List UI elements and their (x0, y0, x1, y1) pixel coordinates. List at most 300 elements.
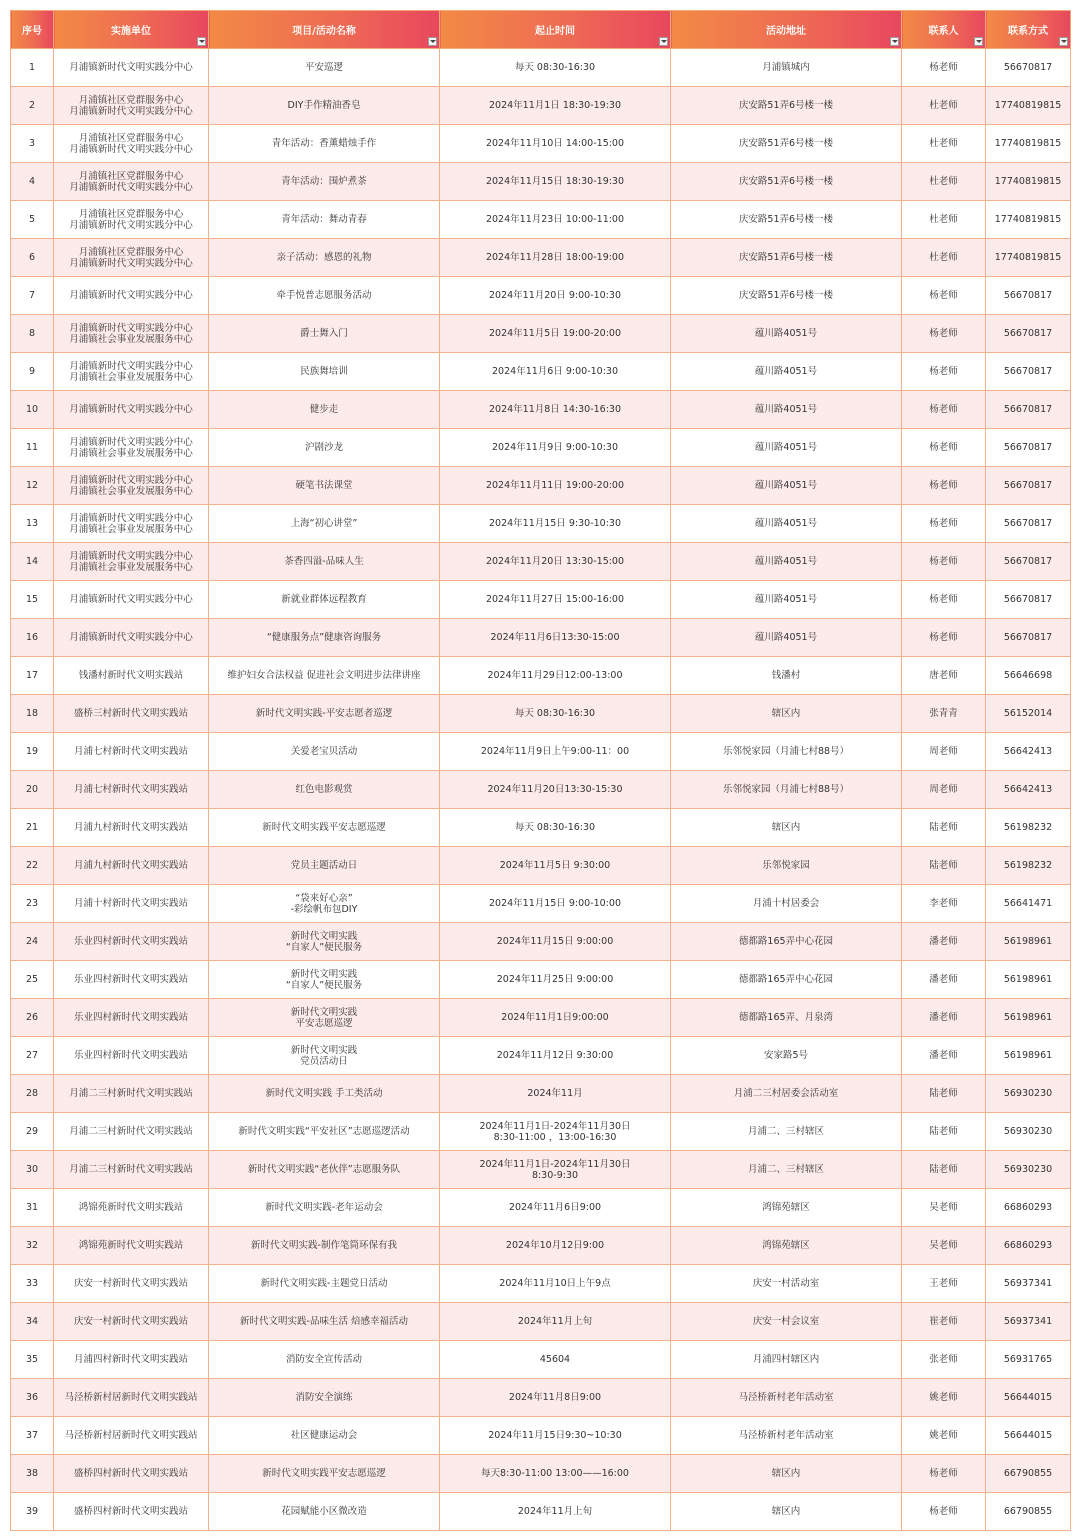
organizer-cell[interactable]: 月浦四村新时代文明实践站 (54, 1341, 209, 1379)
time-cell[interactable]: 2024年11月28日 18:00-19:00 (440, 239, 671, 277)
activity-name-cell[interactable]: 牵手悦普志愿服务活动 (209, 277, 440, 315)
address-cell[interactable]: 庆安一村会议室 (671, 1303, 902, 1341)
organizer-cell[interactable]: 盛桥四村新时代文明实践站 (54, 1455, 209, 1493)
phone-cell[interactable]: 56930230 (986, 1075, 1071, 1113)
time-cell[interactable]: 2024年11月1日 18:30-19:30 (440, 87, 671, 125)
activity-name-cell[interactable]: 社区健康运动会 (209, 1417, 440, 1455)
activity-name-cell[interactable]: 新时代文明实践 “自家人”便民服务 (209, 961, 440, 999)
row-index-cell[interactable]: 26 (11, 999, 54, 1037)
filter-dropdown-icon[interactable] (1059, 37, 1068, 46)
contact-person-cell[interactable]: 杨老师 (902, 581, 986, 619)
address-cell[interactable]: 德都路165弄中心花园 (671, 923, 902, 961)
address-cell[interactable]: 德都路165弄中心花园 (671, 961, 902, 999)
contact-person-cell[interactable]: 杨老师 (902, 353, 986, 391)
time-cell[interactable]: 2024年11月25日 9:00:00 (440, 961, 671, 999)
contact-person-cell[interactable]: 杜老师 (902, 125, 986, 163)
contact-person-cell[interactable]: 杜老师 (902, 163, 986, 201)
filter-dropdown-icon[interactable] (974, 37, 983, 46)
activity-name-cell[interactable]: 花园赋能小区微改造 (209, 1493, 440, 1531)
table-row (11, 695, 1071, 733)
table-row (11, 1455, 1071, 1493)
address-cell[interactable]: 庆安路51弄6号楼一楼 (671, 163, 902, 201)
address-cell[interactable]: 马泾桥新村老年活动室 (671, 1417, 902, 1455)
activity-name-cell[interactable]: 新时代文明实践平安志愿巡逻 (209, 809, 440, 847)
row-index-cell[interactable]: 31 (11, 1189, 54, 1227)
row-index-cell[interactable]: 28 (11, 1075, 54, 1113)
row-index-cell[interactable]: 33 (11, 1265, 54, 1303)
table-row (11, 201, 1071, 239)
organizer-cell[interactable]: 月浦镇新时代文明实践分中心 (54, 391, 209, 429)
activity-name-cell[interactable]: DIY手作精油香皂 (209, 87, 440, 125)
time-cell[interactable]: 2024年11月9日 9:00-10:30 (440, 429, 671, 467)
phone-cell[interactable]: 56644015 (986, 1379, 1071, 1417)
phone-cell[interactable]: 56670817 (986, 277, 1071, 315)
organizer-cell[interactable]: 月浦十村新时代文明实践站 (54, 885, 209, 923)
activity-name-cell[interactable]: 爵士舞入门 (209, 315, 440, 353)
organizer-cell[interactable]: 月浦镇新时代文明实践分中心 (54, 49, 209, 87)
row-index-cell[interactable]: 8 (11, 315, 54, 353)
phone-cell[interactable]: 56670817 (986, 315, 1071, 353)
row-index-cell[interactable]: 23 (11, 885, 54, 923)
time-cell[interactable]: 2024年11月15日9:30~10:30 (440, 1417, 671, 1455)
organizer-cell[interactable]: 乐业四村新时代文明实践站 (54, 923, 209, 961)
organizer-cell[interactable]: 盛桥四村新时代文明实践站 (54, 1493, 209, 1531)
activity-name-cell[interactable]: 新时代文明实践-品味生活 焙感幸福活动 (209, 1303, 440, 1341)
contact-person-cell[interactable]: 姚老师 (902, 1379, 986, 1417)
organizer-cell[interactable]: 月浦镇新时代文明实践分中心 (54, 581, 209, 619)
address-cell[interactable]: 庆安路51弄6号楼一楼 (671, 239, 902, 277)
row-index-cell[interactable]: 5 (11, 201, 54, 239)
phone-cell[interactable]: 66790855 (986, 1455, 1071, 1493)
phone-cell[interactable]: 17740819815 (986, 125, 1071, 163)
contact-person-cell[interactable]: 潘老师 (902, 923, 986, 961)
row-index-cell[interactable]: 14 (11, 543, 54, 581)
time-cell[interactable]: 2024年11月10日上午9点 (440, 1265, 671, 1303)
time-cell[interactable]: 2024年11月29日12:00-13:00 (440, 657, 671, 695)
contact-person-cell[interactable]: 张老师 (902, 1341, 986, 1379)
table-row (11, 1493, 1071, 1531)
activity-name-cell[interactable]: 新时代文明实践 “自家人”便民服务 (209, 923, 440, 961)
row-index-cell[interactable]: 4 (11, 163, 54, 201)
contact-person-cell[interactable]: 周老师 (902, 771, 986, 809)
contact-person-cell[interactable]: 杨老师 (902, 543, 986, 581)
row-index-cell[interactable]: 27 (11, 1037, 54, 1075)
table-row (11, 315, 1071, 353)
phone-cell[interactable]: 56198232 (986, 847, 1071, 885)
organizer-cell[interactable]: 月浦二三村新时代文明实践站 (54, 1075, 209, 1113)
activity-name-cell[interactable]: 青年活动：舞动青春 (209, 201, 440, 239)
address-cell[interactable]: 月浦镇城内 (671, 49, 902, 87)
organizer-cell[interactable]: 月浦镇新时代文明实践分中心 月浦镇社会事业发展服务中心 (54, 353, 209, 391)
phone-cell[interactable]: 56644015 (986, 1417, 1071, 1455)
time-cell[interactable]: 2024年11月27日 15:00-16:00 (440, 581, 671, 619)
address-cell[interactable]: 蕴川路4051号 (671, 429, 902, 467)
time-cell[interactable]: 2024年11月20日 13:30-15:00 (440, 543, 671, 581)
address-cell[interactable]: 乐邻悦家园（月浦七村88号） (671, 733, 902, 771)
time-cell[interactable]: 2024年11月5日 9:30:00 (440, 847, 671, 885)
organizer-cell[interactable]: 月浦镇新时代文明实践分中心 (54, 277, 209, 315)
row-index-cell[interactable]: 21 (11, 809, 54, 847)
row-index-cell[interactable]: 34 (11, 1303, 54, 1341)
contact-person-cell[interactable]: 杨老师 (902, 315, 986, 353)
organizer-cell[interactable]: 月浦镇社区党群服务中心 月浦镇新时代文明实践分中心 (54, 125, 209, 163)
table-row (11, 1379, 1071, 1417)
phone-cell[interactable]: 17740819815 (986, 87, 1071, 125)
organizer-cell[interactable]: 月浦镇新时代文明实践分中心 月浦镇社会事业发展服务中心 (54, 543, 209, 581)
row-index-cell[interactable]: 6 (11, 239, 54, 277)
table-row (11, 1113, 1071, 1151)
time-cell[interactable]: 2024年11月6日 9:00-10:30 (440, 353, 671, 391)
address-cell[interactable]: 辖区内 (671, 695, 902, 733)
address-cell[interactable]: 德都路165弄、月泉湾 (671, 999, 902, 1037)
row-index-cell[interactable]: 18 (11, 695, 54, 733)
organizer-cell[interactable]: 月浦镇新时代文明实践分中心 (54, 619, 209, 657)
phone-cell[interactable]: 17740819815 (986, 201, 1071, 239)
row-index-cell[interactable]: 19 (11, 733, 54, 771)
organizer-cell[interactable]: 马泾桥新村居新时代文明实践站 (54, 1417, 209, 1455)
activity-name-cell[interactable]: 关爱老宝贝活动 (209, 733, 440, 771)
table-row (11, 847, 1071, 885)
phone-cell[interactable]: 56670817 (986, 505, 1071, 543)
phone-cell[interactable]: 56198961 (986, 923, 1071, 961)
organizer-cell[interactable]: 钱潘村新时代文明实践站 (54, 657, 209, 695)
time-cell[interactable]: 2024年11月11日 19:00-20:00 (440, 467, 671, 505)
address-cell[interactable]: 鸿锦苑辖区 (671, 1189, 902, 1227)
row-index-cell[interactable]: 7 (11, 277, 54, 315)
phone-cell[interactable]: 66860293 (986, 1189, 1071, 1227)
time-cell[interactable]: 2024年11月9日上午9:00-11：00 (440, 733, 671, 771)
time-cell[interactable]: 2024年11月15日 9:00-10:00 (440, 885, 671, 923)
table-row (11, 1075, 1071, 1113)
phone-cell[interactable]: 56670817 (986, 467, 1071, 505)
contact-person-cell[interactable]: 崔老师 (902, 1303, 986, 1341)
activity-name-cell[interactable]: “袋来好心亲” -彩绘帆布包DIY (209, 885, 440, 923)
table-row (11, 657, 1071, 695)
organizer-cell[interactable]: 乐业四村新时代文明实践站 (54, 961, 209, 999)
activity-name-cell[interactable]: 青年活动：香薰蜡烛手作 (209, 125, 440, 163)
contact-person-cell[interactable]: 杜老师 (902, 87, 986, 125)
row-index-cell[interactable]: 35 (11, 1341, 54, 1379)
organizer-cell[interactable]: 月浦镇社区党群服务中心 月浦镇新时代文明实践分中心 (54, 163, 209, 201)
address-cell[interactable]: 庆安路51弄6号楼一楼 (671, 125, 902, 163)
contact-person-cell[interactable]: 张青青 (902, 695, 986, 733)
table-row (11, 1227, 1071, 1265)
organizer-cell[interactable]: 鸿锦苑新时代文明实践站 (54, 1189, 209, 1227)
address-cell[interactable]: 蕴川路4051号 (671, 619, 902, 657)
activity-name-cell[interactable]: 维护妇女合法权益 促进社会文明进步法律讲座 (209, 657, 440, 695)
row-index-cell[interactable]: 38 (11, 1455, 54, 1493)
phone-cell[interactable]: 56670817 (986, 49, 1071, 87)
organizer-cell[interactable]: 月浦镇社区党群服务中心 月浦镇新时代文明实践分中心 (54, 201, 209, 239)
organizer-cell[interactable]: 马泾桥新村居新时代文明实践站 (54, 1379, 209, 1417)
address-cell[interactable]: 蕴川路4051号 (671, 467, 902, 505)
row-index-cell[interactable]: 39 (11, 1493, 54, 1531)
time-cell[interactable]: 2024年11月5日 19:00-20:00 (440, 315, 671, 353)
row-index-cell[interactable]: 12 (11, 467, 54, 505)
time-cell[interactable]: 每天 08:30-16:30 (440, 49, 671, 87)
organizer-cell[interactable]: 月浦镇新时代文明实践分中心 月浦镇社会事业发展服务中心 (54, 467, 209, 505)
activity-name-cell[interactable]: 新时代文明实践平安志愿巡逻 (209, 1455, 440, 1493)
time-cell[interactable]: 2024年11月23日 10:00-11:00 (440, 201, 671, 239)
address-cell[interactable]: 月浦二、三村辖区 (671, 1151, 902, 1189)
activity-name-cell[interactable]: 青年活动：围炉煮茶 (209, 163, 440, 201)
contact-person-cell[interactable]: 潘老师 (902, 961, 986, 999)
contact-person-cell[interactable]: 周老师 (902, 733, 986, 771)
organizer-cell[interactable]: 月浦七村新时代文明实践站 (54, 771, 209, 809)
address-cell[interactable]: 庆安路51弄6号楼一楼 (671, 201, 902, 239)
address-cell[interactable]: 辖区内 (671, 1493, 902, 1531)
row-index-cell[interactable]: 10 (11, 391, 54, 429)
phone-cell[interactable]: 56670817 (986, 391, 1071, 429)
time-cell[interactable]: 2024年11月20日13:30-15:30 (440, 771, 671, 809)
address-cell[interactable]: 乐邻悦家园 (671, 847, 902, 885)
time-cell[interactable]: 45604 (440, 1341, 671, 1379)
address-cell[interactable]: 蕴川路4051号 (671, 505, 902, 543)
column-header-contact-person: 联系人 (902, 11, 986, 49)
address-cell[interactable]: 辖区内 (671, 809, 902, 847)
time-cell[interactable]: 2024年11月上旬 (440, 1493, 671, 1531)
header-row (11, 11, 1071, 49)
address-cell[interactable]: 庆安路51弄6号楼一楼 (671, 277, 902, 315)
activity-name-cell[interactable]: 新时代文明实践 手工类活动 (209, 1075, 440, 1113)
time-cell[interactable]: 2024年11月15日 9:00:00 (440, 923, 671, 961)
contact-person-cell[interactable]: 吴老师 (902, 1227, 986, 1265)
time-cell[interactable]: 2024年11月15日 9:30-10:30 (440, 505, 671, 543)
time-cell[interactable]: 每天 08:30-16:30 (440, 809, 671, 847)
address-cell[interactable]: 月浦二三村居委会活动室 (671, 1075, 902, 1113)
time-cell[interactable]: 2024年11月6日9:00 (440, 1189, 671, 1227)
time-cell[interactable]: 2024年11月15日 18:30-19:30 (440, 163, 671, 201)
contact-person-cell[interactable]: 杨老师 (902, 1493, 986, 1531)
address-cell[interactable]: 月浦十村居委会 (671, 885, 902, 923)
row-index-cell[interactable]: 32 (11, 1227, 54, 1265)
phone-cell[interactable]: 56198961 (986, 961, 1071, 999)
address-cell[interactable]: 钱潘村 (671, 657, 902, 695)
address-cell[interactable]: 乐邻悦家园（月浦七村88号） (671, 771, 902, 809)
filter-dropdown-icon[interactable] (659, 37, 668, 46)
contact-person-cell[interactable]: 杜老师 (902, 239, 986, 277)
time-cell[interactable]: 2024年11月1日9:00:00 (440, 999, 671, 1037)
filter-dropdown-icon[interactable] (890, 37, 899, 46)
contact-person-cell[interactable]: 陆老师 (902, 1075, 986, 1113)
table-row (11, 1189, 1071, 1227)
phone-cell[interactable]: 56642413 (986, 771, 1071, 809)
address-cell[interactable]: 鸿锦苑辖区 (671, 1227, 902, 1265)
address-cell[interactable]: 马泾桥新村老年活动室 (671, 1379, 902, 1417)
contact-person-cell[interactable]: 杨老师 (902, 277, 986, 315)
organizer-cell[interactable]: 盛桥三村新时代文明实践站 (54, 695, 209, 733)
row-index-cell[interactable]: 24 (11, 923, 54, 961)
organizer-cell[interactable]: 月浦镇社区党群服务中心 月浦镇新时代文明实践分中心 (54, 239, 209, 277)
table-row (11, 923, 1071, 961)
organizer-cell[interactable]: 乐业四村新时代文明实践站 (54, 999, 209, 1037)
phone-cell[interactable]: 56198961 (986, 1037, 1071, 1075)
row-index-cell[interactable]: 13 (11, 505, 54, 543)
organizer-cell[interactable]: 月浦九村新时代文明实践站 (54, 847, 209, 885)
row-index-cell[interactable]: 9 (11, 353, 54, 391)
organizer-cell[interactable]: 鸿锦苑新时代文明实践站 (54, 1227, 209, 1265)
phone-cell[interactable]: 56931765 (986, 1341, 1071, 1379)
organizer-cell[interactable]: 月浦二三村新时代文明实践站 (54, 1113, 209, 1151)
time-cell[interactable]: 2024年11月1日-2024年11月30日 8:30-9:30 (440, 1151, 671, 1189)
activity-name-cell[interactable]: 沪剧沙龙 (209, 429, 440, 467)
organizer-cell[interactable]: 庆安一村新时代文明实践站 (54, 1265, 209, 1303)
contact-person-cell[interactable]: 杜老师 (902, 201, 986, 239)
address-cell[interactable]: 蕴川路4051号 (671, 353, 902, 391)
contact-person-cell[interactable]: 潘老师 (902, 999, 986, 1037)
row-index-cell[interactable]: 2 (11, 87, 54, 125)
time-cell[interactable]: 2024年11月10日 14:00-15:00 (440, 125, 671, 163)
time-cell[interactable]: 2024年11月6日13:30-15:00 (440, 619, 671, 657)
activity-name-cell[interactable]: 新时代文明实践“老伙伴”志愿服务队 (209, 1151, 440, 1189)
contact-person-cell[interactable]: 姚老师 (902, 1417, 986, 1455)
phone-cell[interactable]: 56670817 (986, 619, 1071, 657)
contact-person-cell[interactable]: 王老师 (902, 1265, 986, 1303)
organizer-cell[interactable]: 月浦七村新时代文明实践站 (54, 733, 209, 771)
activity-name-cell[interactable]: 民族舞培训 (209, 353, 440, 391)
phone-cell[interactable]: 56937341 (986, 1265, 1071, 1303)
contact-person-cell[interactable]: 吴老师 (902, 1189, 986, 1227)
contact-person-cell[interactable]: 李老师 (902, 885, 986, 923)
organizer-cell[interactable]: 月浦镇新时代文明实践分中心 月浦镇社会事业发展服务中心 (54, 315, 209, 353)
time-cell[interactable]: 2024年10月12日9:00 (440, 1227, 671, 1265)
phone-cell[interactable]: 56930230 (986, 1113, 1071, 1151)
organizer-cell[interactable]: 月浦镇社区党群服务中心 月浦镇新时代文明实践分中心 (54, 87, 209, 125)
activity-name-cell[interactable]: 硬笔书法课堂 (209, 467, 440, 505)
activity-name-cell[interactable]: 党员主题活动日 (209, 847, 440, 885)
contact-person-cell[interactable]: 杨老师 (902, 429, 986, 467)
filter-dropdown-icon[interactable] (428, 37, 437, 46)
organizer-cell[interactable]: 乐业四村新时代文明实践站 (54, 1037, 209, 1075)
activity-name-cell[interactable]: 上海“初心讲堂” (209, 505, 440, 543)
phone-cell[interactable]: 66790855 (986, 1493, 1071, 1531)
table-row (11, 429, 1071, 467)
activity-name-cell[interactable]: 新时代文明实践 平安志愿巡逻 (209, 999, 440, 1037)
time-cell[interactable]: 2024年11月20日 9:00-10:30 (440, 277, 671, 315)
address-cell[interactable]: 庆安一村活动室 (671, 1265, 902, 1303)
activity-name-cell[interactable]: 茶香四溢-品味人生 (209, 543, 440, 581)
table-header (11, 11, 1071, 49)
phone-cell[interactable]: 56670817 (986, 353, 1071, 391)
time-cell[interactable]: 2024年11月8日9:00 (440, 1379, 671, 1417)
time-cell[interactable]: 2024年11月上旬 (440, 1303, 671, 1341)
organizer-cell[interactable]: 月浦镇新时代文明实践分中心 月浦镇社会事业发展服务中心 (54, 505, 209, 543)
contact-person-cell[interactable]: 唐老师 (902, 657, 986, 695)
address-cell[interactable]: 蕴川路4051号 (671, 543, 902, 581)
time-cell[interactable]: 2024年11月8日 14:30-16:30 (440, 391, 671, 429)
phone-cell[interactable]: 56670817 (986, 581, 1071, 619)
phone-cell[interactable]: 66860293 (986, 1227, 1071, 1265)
phone-cell[interactable]: 56646698 (986, 657, 1071, 695)
contact-person-cell[interactable]: 杨老师 (902, 505, 986, 543)
activity-name-cell[interactable]: 亲子活动：感恩的礼物 (209, 239, 440, 277)
activity-name-cell[interactable]: 健步走 (209, 391, 440, 429)
organizer-cell[interactable]: 月浦镇新时代文明实践分中心 月浦镇社会事业发展服务中心 (54, 429, 209, 467)
time-cell[interactable]: 2024年11月 (440, 1075, 671, 1113)
phone-cell[interactable]: 56198232 (986, 809, 1071, 847)
phone-cell[interactable]: 56641471 (986, 885, 1071, 923)
address-cell[interactable]: 庆安路51弄6号楼一楼 (671, 87, 902, 125)
table-row (11, 1151, 1071, 1189)
address-cell[interactable]: 蕴川路4051号 (671, 581, 902, 619)
row-index-cell[interactable]: 15 (11, 581, 54, 619)
phone-cell[interactable]: 17740819815 (986, 163, 1071, 201)
row-index-cell[interactable]: 36 (11, 1379, 54, 1417)
row-index-cell[interactable]: 37 (11, 1417, 54, 1455)
contact-person-cell[interactable]: 陆老师 (902, 847, 986, 885)
time-cell[interactable]: 每天8:30-11:00 13:00——16:00 (440, 1455, 671, 1493)
row-index-cell[interactable]: 11 (11, 429, 54, 467)
phone-cell[interactable]: 56642413 (986, 733, 1071, 771)
time-cell[interactable]: 每天 08:30-16:30 (440, 695, 671, 733)
contact-person-cell[interactable]: 陆老师 (902, 1151, 986, 1189)
row-index-cell[interactable]: 20 (11, 771, 54, 809)
row-index-cell[interactable]: 3 (11, 125, 54, 163)
address-cell[interactable]: 月浦二、三村辖区 (671, 1113, 902, 1151)
table-row (11, 239, 1071, 277)
activity-name-cell[interactable]: “健康服务点”健康咨询服务 (209, 619, 440, 657)
activity-name-cell[interactable]: 新时代文明实践-主题党日活动 (209, 1265, 440, 1303)
column-header-activity: 项目/活动名称 (209, 11, 440, 49)
row-index-cell[interactable]: 25 (11, 961, 54, 999)
contact-person-cell[interactable]: 杨老师 (902, 1455, 986, 1493)
row-index-cell[interactable]: 29 (11, 1113, 54, 1151)
phone-cell[interactable]: 56937341 (986, 1303, 1071, 1341)
phone-cell[interactable]: 56670817 (986, 429, 1071, 467)
activity-name-cell[interactable]: 消防安全演练 (209, 1379, 440, 1417)
phone-cell[interactable]: 17740819815 (986, 239, 1071, 277)
activity-name-cell[interactable]: 新时代文明实践 党员活动日 (209, 1037, 440, 1075)
row-index-cell[interactable]: 16 (11, 619, 54, 657)
activity-name-cell[interactable]: 平安巡逻 (209, 49, 440, 87)
address-cell[interactable]: 月浦四村辖区内 (671, 1341, 902, 1379)
organizer-cell[interactable]: 月浦九村新时代文明实践站 (54, 809, 209, 847)
contact-person-cell[interactable]: 潘老师 (902, 1037, 986, 1075)
time-cell[interactable]: 2024年11月1日-2024年11月30日 8:30-11:00 ，13:00-16:30 (440, 1113, 671, 1151)
time-cell[interactable]: 2024年11月12日 9:30:00 (440, 1037, 671, 1075)
row-index-cell[interactable]: 17 (11, 657, 54, 695)
activity-name-cell[interactable]: 新时代文明实践-老年运动会 (209, 1189, 440, 1227)
activity-name-cell[interactable]: 消防安全宣传活动 (209, 1341, 440, 1379)
contact-person-cell[interactable]: 杨老师 (902, 467, 986, 505)
filter-dropdown-icon[interactable] (197, 37, 206, 46)
phone-cell[interactable]: 56930230 (986, 1151, 1071, 1189)
address-cell[interactable]: 蕴川路4051号 (671, 315, 902, 353)
row-index-cell[interactable]: 22 (11, 847, 54, 885)
address-cell[interactable]: 辖区内 (671, 1455, 902, 1493)
contact-person-cell[interactable]: 陆老师 (902, 809, 986, 847)
phone-cell[interactable]: 56198961 (986, 999, 1071, 1037)
contact-person-cell[interactable]: 陆老师 (902, 1113, 986, 1151)
address-cell[interactable]: 安家路5号 (671, 1037, 902, 1075)
contact-person-cell[interactable]: 杨老师 (902, 391, 986, 429)
row-index-cell[interactable]: 1 (11, 49, 54, 87)
table-row (11, 163, 1071, 201)
phone-cell[interactable]: 56152014 (986, 695, 1071, 733)
activity-name-cell[interactable]: 新时代文明实践-制作笔筒环保有我 (209, 1227, 440, 1265)
activity-name-cell[interactable]: 新时代文明实践“平安社区”志愿巡逻活动 (209, 1113, 440, 1151)
contact-person-cell[interactable]: 杨老师 (902, 619, 986, 657)
contact-person-cell[interactable]: 杨老师 (902, 49, 986, 87)
organizer-cell[interactable]: 庆安一村新时代文明实践站 (54, 1303, 209, 1341)
activity-name-cell[interactable]: 新时代文明实践-平安志愿者巡逻 (209, 695, 440, 733)
organizer-cell[interactable]: 月浦二三村新时代文明实践站 (54, 1151, 209, 1189)
phone-cell[interactable]: 56670817 (986, 543, 1071, 581)
row-index-cell[interactable]: 30 (11, 1151, 54, 1189)
activity-name-cell[interactable]: 新就业群体远程教育 (209, 581, 440, 619)
address-cell[interactable]: 蕴川路4051号 (671, 391, 902, 429)
activity-name-cell[interactable]: 红色电影观赏 (209, 771, 440, 809)
